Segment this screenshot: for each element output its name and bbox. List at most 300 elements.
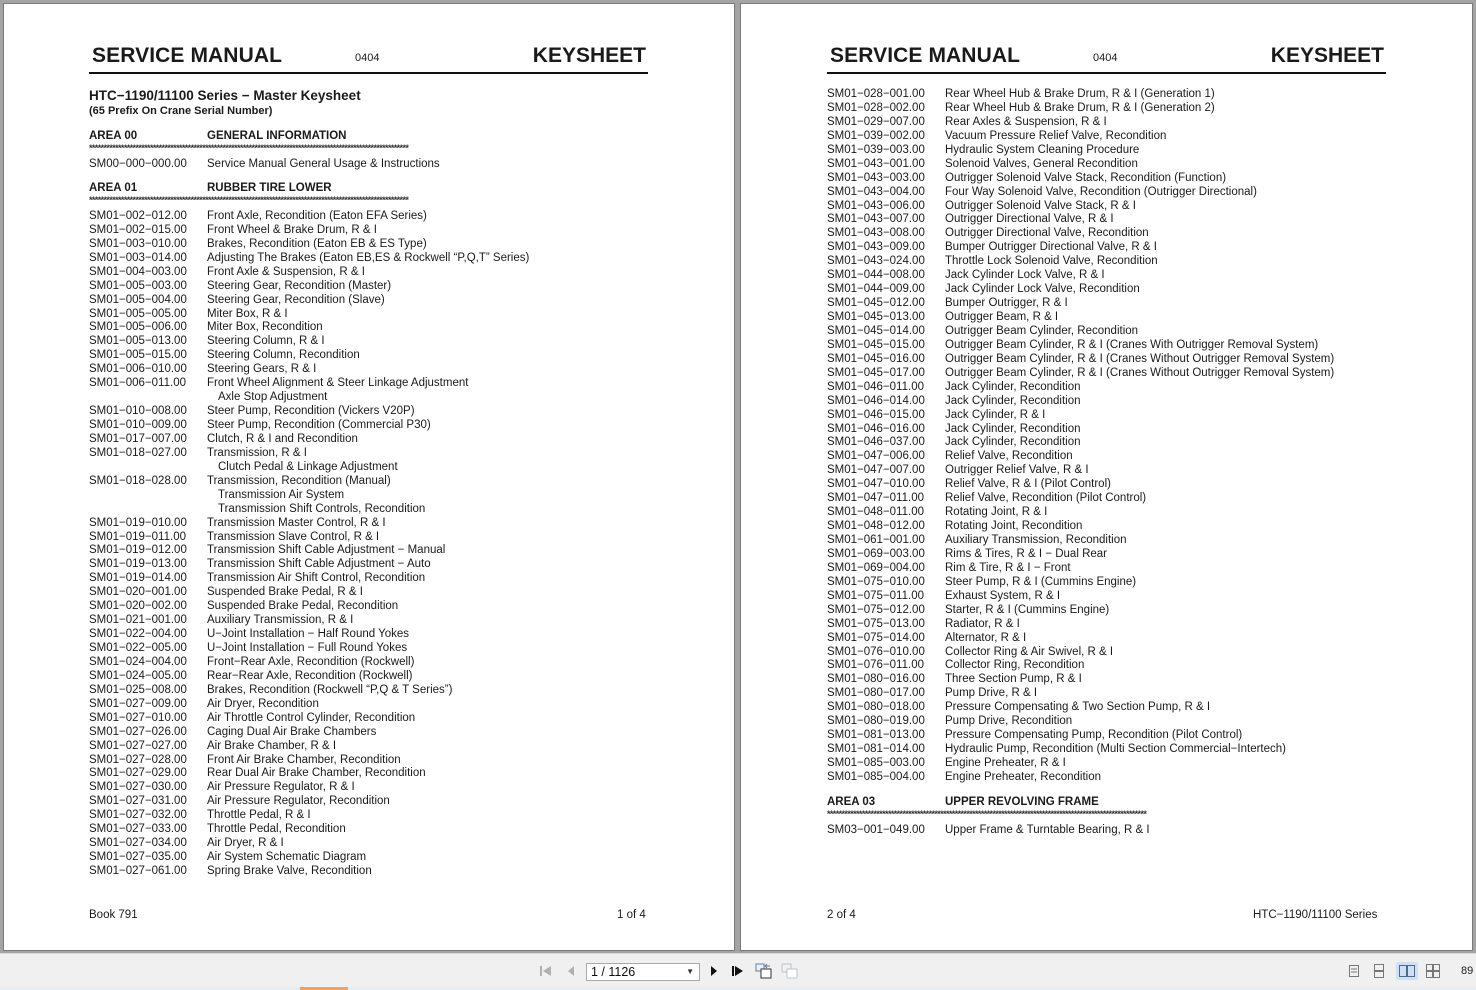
area-label: AREA 01 [89, 181, 138, 194]
item-desc: Brakes, Recondition (Rockwell “P,Q & T Series”) [207, 683, 453, 696]
list-item [827, 325, 1427, 339]
list-item [827, 116, 1427, 130]
list-item [89, 321, 659, 335]
list-item [89, 740, 659, 754]
item-desc: Service Manual General Usage & Instructions [207, 158, 440, 170]
header-keysheet: KEYSHEET [1270, 44, 1384, 67]
item-desc: Transmission, Recondition (Manual) [207, 474, 391, 487]
item-code: SM01−046−016.00 [827, 422, 925, 435]
item-code: SM01−045−012.00 [827, 297, 925, 310]
item-code: SM03−001−049.00 [827, 823, 925, 836]
list-item [827, 353, 1427, 367]
document-subtitle: (65 Prefix On Crane Serial Number) [89, 105, 273, 117]
item-code: SM01−043−001.00 [827, 157, 925, 170]
list-item [89, 851, 659, 865]
item-desc: Jack Cylinder, Recondition [945, 422, 1081, 435]
item-desc: Front Axle & Suspension, R & I [207, 265, 365, 278]
list-item [89, 433, 659, 447]
list-item [89, 754, 659, 768]
previous-page-icon [566, 965, 576, 977]
list-item [89, 712, 659, 726]
list-item [89, 544, 659, 558]
item-code: SM01−019−012.00 [89, 544, 187, 557]
list-item [827, 701, 1427, 715]
navigation-toolbar [0, 953, 1476, 990]
item-desc: Hydraulic Pump, Recondition (Multi Section Commercial−Intertech) [945, 743, 1286, 756]
last-page-button[interactable] [729, 962, 747, 980]
item-desc: Steer Pump, R & I (Cummins Engine) [945, 575, 1137, 588]
item-desc: Miter Box, R & I [207, 307, 288, 320]
item-code: SM01−002−012.00 [89, 209, 187, 222]
previous-view-icon [755, 963, 773, 979]
list-item [827, 409, 1427, 423]
item-desc: Jack Cylinder, Recondition [945, 394, 1081, 407]
item-code: SM01−017−007.00 [89, 432, 187, 445]
asterisk-divider: ************************************************************************************************************** [89, 195, 409, 205]
item-code: SM01−047−007.00 [827, 464, 925, 477]
area01-rows [89, 210, 659, 879]
list-item [827, 729, 1427, 743]
item-desc: Air Brake Chamber, R & I [207, 739, 337, 752]
next-view-icon [781, 963, 799, 979]
item-desc: Caging Dual Air Brake Chambers [207, 725, 377, 738]
single-page-icon [1348, 964, 1360, 978]
item-desc: Outrigger Beam Cylinder, R & I (Cranes Without Outrigger Removal System) [945, 352, 1335, 365]
item-code: SM01−045−017.00 [827, 366, 925, 379]
item-code: SM01−027−033.00 [89, 823, 187, 836]
facing-icon [1398, 964, 1416, 978]
item-desc: Transmission Shift Cable Adjustment − Auto [207, 558, 431, 571]
list-item [89, 642, 659, 656]
list-item [827, 88, 1427, 102]
header-code: 0404 [355, 52, 380, 64]
item-code: SM01−006−010.00 [89, 363, 187, 376]
item-code: SM01−081−013.00 [827, 729, 925, 742]
item-code: SM01−076−010.00 [827, 645, 925, 658]
item-code: SM01−027−034.00 [89, 837, 187, 850]
item-code: SM01−003−014.00 [89, 251, 187, 264]
item-desc: Suspended Brake Pedal, Recondition [207, 600, 399, 613]
list-item [89, 726, 659, 740]
list-item [827, 534, 1427, 548]
item-code: SM01−044−008.00 [827, 269, 925, 282]
list-item [89, 447, 659, 461]
area01-rows-continued [827, 88, 1427, 785]
item-code: SM01−022−004.00 [89, 628, 187, 641]
item-desc: Starter, R & I (Cummins Engine) [945, 603, 1110, 616]
list-item [827, 673, 1427, 687]
item-desc: Transmission Shift Cable Adjustment − Manual [207, 544, 446, 557]
continuous-view-button[interactable] [1370, 962, 1388, 980]
item-code: SM01−043−003.00 [827, 171, 925, 184]
item-code: SM01−021−001.00 [89, 614, 187, 627]
list-item [827, 506, 1427, 520]
item-desc: Auxiliary Transmission, R & I [207, 614, 354, 627]
item-desc: Collector Ring & Air Swivel, R & I [945, 645, 1114, 658]
item-code: SM01−024−004.00 [89, 655, 187, 668]
first-page-button[interactable] [537, 962, 555, 980]
item-desc: Three Section Pump, R & I [945, 673, 1082, 686]
list-item [827, 646, 1427, 660]
area-name: RUBBER TIRE LOWER [207, 181, 332, 194]
item-code: SM01−043−006.00 [827, 199, 925, 212]
chevron-down-icon[interactable]: ▼ [686, 967, 694, 976]
item-code: SM01−029−007.00 [827, 115, 925, 128]
item-code: SM01−028−001.00 [827, 88, 925, 100]
item-desc: Outrigger Solenoid Valve Stack, R & I [945, 199, 1136, 212]
item-code: SM01−005−015.00 [89, 349, 187, 362]
header-title: SERVICE MANUAL [830, 44, 1021, 67]
list-item-continuation [89, 503, 659, 517]
item-desc: Outrigger Directional Valve, Recondition [945, 227, 1149, 240]
item-code: SM01−043−004.00 [827, 185, 925, 198]
item-code: SM01−048−011.00 [827, 506, 924, 519]
list-item [89, 349, 659, 363]
item-code: SM01−043−024.00 [827, 255, 925, 268]
area-heading [827, 796, 1427, 810]
list-item [89, 614, 659, 628]
list-item [827, 158, 1427, 172]
list-item [827, 743, 1427, 757]
item-desc: Air Pressure Regulator, R & I [207, 781, 355, 794]
item-code: SM01−027−009.00 [89, 697, 187, 710]
item-code: SM01−020−001.00 [89, 586, 187, 599]
list-item [89, 238, 659, 252]
item-code: SM01−027−032.00 [89, 809, 187, 822]
item-desc: Outrigger Beam Cylinder, R & I (Cranes Without Outrigger Removal System) [945, 366, 1335, 379]
item-code: SM01−019−011.00 [89, 530, 186, 543]
list-item [827, 548, 1427, 562]
item-desc: Vacuum Pressure Relief Valve, Recondition [945, 129, 1167, 142]
list-item [827, 339, 1427, 353]
list-item [827, 423, 1427, 437]
item-code: SM01−027−027.00 [89, 739, 187, 752]
item-code: SM01−005−004.00 [89, 293, 187, 306]
item-code: SM01−046−011.00 [827, 380, 924, 393]
list-item [827, 824, 1427, 838]
item-desc: Rims & Tires, R & I − Dual Rear [945, 547, 1107, 560]
list-item [827, 590, 1427, 604]
area-name: GENERAL INFORMATION [207, 130, 347, 142]
list-item [89, 294, 659, 308]
item-desc: Radiator, R & I [945, 617, 1020, 630]
item-code: SM01−069−003.00 [827, 547, 925, 560]
item-desc: Solenoid Valves, General Recondition [945, 157, 1138, 170]
item-code: SM01−081−014.00 [827, 743, 925, 756]
item-desc: Pump Drive, R & I [945, 687, 1038, 700]
first-page-icon [539, 965, 553, 977]
item-desc: Outrigger Beam Cylinder, Recondition [945, 324, 1139, 337]
item-code: SM01−046−037.00 [827, 436, 925, 449]
item-desc: Steering Gear, Recondition (Master) [207, 279, 392, 292]
item-code: SM01−075−012.00 [827, 603, 925, 616]
item-code: SM01−075−010.00 [827, 575, 925, 588]
page-indicator: 1 / 1126 [591, 965, 636, 979]
item-code: SM01−046−014.00 [827, 394, 925, 407]
header-code: 0404 [1093, 52, 1118, 64]
item-code: SM01−010−008.00 [89, 405, 187, 418]
list-item [827, 297, 1427, 311]
list-item [89, 837, 659, 851]
item-code: SM01−085−003.00 [827, 757, 925, 769]
item-code: SM01−069−004.00 [827, 561, 925, 574]
list-item [89, 600, 659, 614]
item-code: SM01−075−014.00 [827, 631, 925, 644]
list-item [89, 698, 659, 712]
single-page-view-button[interactable] [1345, 962, 1363, 980]
item-code: SM01−005−005.00 [89, 307, 187, 320]
item-desc: Front Wheel Alignment & Steer Linkage Adjustment [207, 377, 469, 390]
item-code: SM01−022−005.00 [89, 642, 187, 654]
item-desc: Jack Cylinder, Recondition [945, 380, 1081, 393]
item-desc: Outrigger Beam Cylinder, R & I (Cranes With Outrigger Removal System) [945, 338, 1319, 351]
item-desc: Rim & Tire, R & I − Front [945, 561, 1071, 574]
item-desc: Front Wheel & Brake Drum, R & I [207, 223, 377, 236]
item-code: SM01−002−015.00 [89, 223, 187, 236]
item-desc: Steer Pump, Recondition (Commercial P30) [207, 419, 431, 431]
item-desc: Outrigger Directional Valve, R & I [945, 213, 1114, 226]
list-item [827, 478, 1427, 492]
asterisk-divider: ************************************************************************************************************** [827, 809, 1147, 819]
list-item-continuation [89, 461, 659, 475]
item-code: SM01−048−012.00 [827, 520, 925, 533]
list-item [827, 269, 1427, 283]
item-code: SM01−024−005.00 [89, 669, 187, 682]
item-code: SM01−020−002.00 [89, 600, 187, 613]
list-item [827, 562, 1427, 576]
item-desc: Air Throttle Control Cylinder, Recondition [207, 711, 416, 724]
list-item [827, 144, 1427, 158]
list-item-continuation [89, 489, 659, 503]
list-item [827, 102, 1427, 116]
item-desc: Outrigger Solenoid Valve Stack, Recondition (Function) [945, 171, 1227, 184]
footer-page-number: 1 of 4 [617, 909, 646, 921]
item-desc: Pressure Compensating Pump, Recondition (Pilot Control) [945, 729, 1243, 742]
item-code: SM01−039−003.00 [827, 143, 925, 156]
item-desc: Rear Wheel Hub & Brake Drum, R & I (Generation 1) [945, 88, 1215, 100]
page-2 [741, 4, 1472, 950]
item-code: SM01−027−026.00 [89, 725, 187, 738]
item-desc: Collector Ring, Recondition [945, 659, 1085, 672]
list-item [827, 464, 1427, 478]
item-desc: Outrigger Beam, R & I [945, 311, 1059, 323]
item-desc: Bumper Outrigger, R & I [945, 297, 1068, 310]
list-item [827, 255, 1427, 269]
item-code: SM01−006−011.00 [89, 377, 186, 390]
item-desc: Adjusting The Brakes (Eaton EB,ES & Rockwell “P,Q,T” Series) [207, 251, 530, 264]
item-code: SM01−045−016.00 [827, 352, 925, 365]
item-code: SM01−019−014.00 [89, 572, 187, 585]
item-code: SM01−080−019.00 [827, 715, 925, 728]
item-desc: Front Air Brake Chamber, Recondition [207, 753, 401, 766]
footer-series: HTC−1190/11100 Series [1253, 909, 1378, 921]
list-item [827, 436, 1427, 450]
list-item [827, 771, 1427, 785]
item-desc: U−Joint Installation − Full Round Yokes [207, 642, 408, 654]
list-item [827, 757, 1427, 771]
list-item [89, 572, 659, 586]
item-desc: Outrigger Relief Valve, R & I [945, 464, 1089, 477]
list-item [89, 795, 659, 809]
list-item [89, 586, 659, 600]
item-code: SM01−043−007.00 [827, 213, 925, 226]
list-item [827, 367, 1427, 381]
item-code: SM01−047−011.00 [827, 492, 924, 505]
item-code: SM01−005−006.00 [89, 321, 187, 334]
list-item [89, 684, 659, 698]
item-desc: Throttle Pedal, R & I [207, 809, 311, 822]
item-desc: Rotating Joint, Recondition [945, 520, 1083, 533]
list-item [89, 628, 659, 642]
list-item [827, 200, 1427, 214]
continuous-icon [1373, 964, 1385, 978]
list-item [89, 363, 659, 377]
item-code: SM01−027−030.00 [89, 781, 187, 794]
previous-page-button[interactable] [562, 962, 580, 980]
item-desc: Rear Dual Air Brake Chamber, Recondition [207, 767, 426, 780]
item-desc: Steer Pump, Recondition (Vickers V20P) [207, 405, 415, 418]
item-code: SM01−018−028.00 [89, 474, 187, 487]
item-code: SM01−027−010.00 [89, 711, 187, 724]
area-heading [89, 130, 659, 144]
next-view-button[interactable] [781, 962, 799, 980]
continuous-facing-icon [1425, 964, 1441, 978]
item-desc: Transmission Shift Controls, Recondition [218, 502, 426, 515]
item-desc: Transmission Air Shift Control, Recondition [207, 572, 426, 585]
list-item [89, 335, 659, 349]
item-desc: Upper Frame & Turntable Bearing, R & I [945, 823, 1150, 836]
item-code: SM01−028−002.00 [827, 101, 925, 114]
item-code: SM01−045−013.00 [827, 311, 925, 323]
footer-book: Book 791 [89, 909, 138, 921]
item-code: SM01−047−010.00 [827, 478, 925, 491]
list-item [827, 213, 1427, 227]
item-code: SM01−061−001.00 [827, 534, 925, 546]
item-code: SM01−025−008.00 [89, 683, 187, 696]
list-item [89, 517, 659, 531]
header-title: SERVICE MANUAL [92, 44, 283, 67]
list-item [827, 283, 1427, 297]
next-page-button[interactable] [705, 962, 723, 980]
list-item [827, 687, 1427, 701]
previous-view-button[interactable] [755, 962, 773, 980]
item-desc: Rotating Joint, R & I [945, 506, 1048, 519]
item-desc: Air System Schematic Diagram [207, 851, 367, 864]
list-item [827, 130, 1427, 144]
item-code: SM01−005−013.00 [89, 335, 187, 348]
item-code: SM01−080−016.00 [827, 673, 925, 686]
item-code: SM01−018−027.00 [89, 446, 187, 459]
document-title: HTC−1190/11100 Series − Master Keysheet [89, 88, 361, 103]
item-desc: Transmission Slave Control, R & I [207, 530, 380, 543]
list-item [89, 670, 659, 684]
item-desc: Transmission Master Control, R & I [207, 516, 386, 529]
list-item [89, 865, 659, 879]
page-1 [4, 4, 734, 950]
item-desc: Rear Wheel Hub & Brake Drum, R & I (Generation 2) [945, 101, 1215, 114]
item-code: SM01−027−029.00 [89, 767, 187, 780]
item-code: SM01−019−013.00 [89, 558, 187, 571]
item-code: SM01−045−014.00 [827, 324, 925, 337]
item-desc: Rear−Rear Axle, Recondition (Rockwell) [207, 669, 413, 682]
item-desc: Air Dryer, R & I [207, 837, 284, 850]
item-desc: Jack Cylinder Lock Valve, Recondition [945, 283, 1140, 296]
list-item [827, 492, 1427, 506]
list-item [89, 252, 659, 266]
item-code: SM01−005−003.00 [89, 279, 187, 292]
item-desc: Relief Valve, R & I (Pilot Control) [945, 478, 1111, 491]
list-item [827, 632, 1427, 646]
item-desc: Air Pressure Regulator, Recondition [207, 795, 390, 808]
list-item [827, 311, 1427, 325]
continuous-facing-view-button[interactable] [1424, 962, 1442, 980]
footer-page-number: 2 of 4 [827, 909, 856, 921]
item-code: SM01−046−015.00 [827, 408, 925, 421]
list-item [827, 172, 1427, 186]
item-desc: Pressure Compensating & Two Section Pump, R & I [945, 701, 1211, 714]
item-desc: Transmission Air System [218, 488, 345, 501]
item-desc: Alternator, R & I [945, 631, 1027, 644]
item-code: SM01−019−010.00 [89, 516, 187, 529]
item-desc: Throttle Lock Solenoid Valve, Recondition [945, 255, 1158, 268]
list-item [89, 210, 659, 224]
list-item [89, 531, 659, 545]
item-code: SM01−003−010.00 [89, 237, 187, 250]
item-code: SM01−027−031.00 [89, 795, 187, 808]
item-code: SM01−080−018.00 [827, 701, 925, 714]
area-heading [89, 182, 659, 196]
item-code: SM01−027−035.00 [89, 851, 187, 864]
item-code: SM01−075−011.00 [827, 589, 924, 602]
item-desc: Brakes, Recondition (Eaton EB & ES Type) [207, 237, 427, 250]
item-code: SM01−043−008.00 [827, 227, 925, 240]
list-item [827, 520, 1427, 534]
zoom-level[interactable]: 89 [1461, 965, 1474, 977]
item-desc: Steering Column, Recondition [207, 349, 360, 362]
list-item [827, 381, 1427, 395]
item-code: SM01−004−003.00 [89, 265, 187, 278]
item-code: SM01−076−011.00 [827, 659, 924, 672]
list-item [89, 266, 659, 280]
item-desc: Suspended Brake Pedal, R & I [207, 586, 363, 599]
next-page-icon [709, 965, 719, 977]
list-item [89, 809, 659, 823]
list-item [89, 405, 659, 419]
list-item [89, 656, 659, 670]
item-desc: Steering Gear, Recondition (Slave) [207, 293, 385, 306]
list-item [827, 618, 1427, 632]
item-desc: Front Axle, Recondition (Eaton EFA Series) [207, 209, 427, 222]
list-item [89, 158, 659, 172]
item-desc: Hydraulic System Cleaning Procedure [945, 143, 1140, 156]
list-item [89, 308, 659, 322]
item-desc: Clutch, R & I and Recondition [207, 432, 358, 445]
item-desc: Axle Stop Adjustment [218, 391, 328, 404]
item-desc: Four Way Solenoid Valve, Recondition (Outrigger Directional) [945, 185, 1257, 198]
list-item [89, 781, 659, 795]
list-item [89, 767, 659, 781]
item-desc: Bumper Outrigger Directional Valve, R & I [945, 241, 1157, 254]
list-item [827, 450, 1427, 464]
item-desc: Throttle Pedal, Recondition [207, 823, 346, 836]
item-code: SM01−039−002.00 [827, 129, 925, 142]
item-code: SM00−000−000.00 [89, 158, 187, 170]
item-desc: Relief Valve, Recondition [945, 450, 1073, 463]
item-desc: Steering Column, R & I [207, 335, 325, 348]
header-keysheet: KEYSHEET [532, 44, 646, 67]
page-number-input[interactable] [586, 963, 700, 981]
facing-view-button[interactable] [1396, 962, 1418, 980]
